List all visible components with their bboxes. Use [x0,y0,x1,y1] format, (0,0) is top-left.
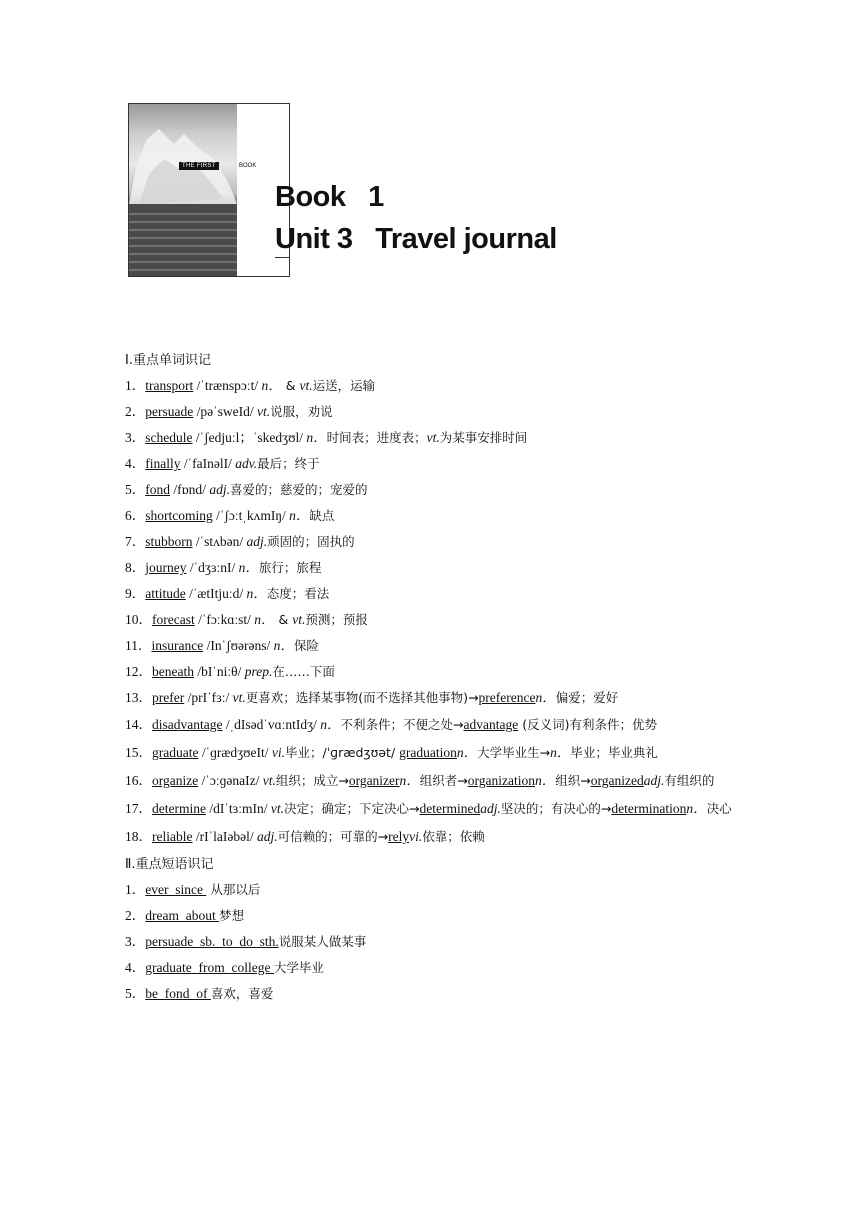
entry-word: prefer [152,690,185,705]
word-entry [125,373,737,399]
word-entry [125,685,737,711]
entry-meaning: 不利条件；不便之处→ [340,717,464,732]
section-heading-phrases: Ⅱ.重点短语识记 [125,857,214,872]
entry-meaning: 顽固的；固执的 [267,534,355,549]
entry-pos: n． [306,430,327,445]
entry-pos: n． [535,690,556,705]
entry-number: 1． [125,882,146,897]
phrase-meaning: 说服某人做某事 [278,934,367,949]
word-entry [125,581,737,607]
entry-pos: adj. [480,801,501,816]
entry-meaning: 为某事安排时间 [439,430,528,445]
phrase-entry [125,929,737,955]
entry-number: 6． [125,508,146,523]
entry-meaning: 可信赖的；可靠的→ [277,829,389,844]
entry-number: 4． [125,456,146,471]
entry-phonetic: /ˈɔːɡənaIz/ [198,773,263,788]
entry-number: 3． [125,934,146,949]
entry-phonetic: /ˈdʒɜːnI/ [186,560,239,575]
phrase-text: dream about [145,908,220,923]
phrase-meaning: 大学毕业 [273,960,324,975]
entry-phonetic: /ˈætItjuːd/ [185,586,247,601]
entry-derived-word: determination [611,801,687,816]
entry-meaning: 缺点 [309,508,335,523]
entry-phonetic: /ˈstʌbən/ [192,534,247,549]
entry-pos: n． [456,745,478,760]
entry-meaning: 大学毕业生→ [477,745,551,760]
entry-pos: n． [254,612,275,627]
entry-meaning: 保险 [293,638,319,653]
entry-meaning: 旅行；旅程 [258,560,322,575]
entry-phonetic: /ˌdIsədˈvɑːntIdʒ/ [222,717,321,732]
entry-meaning: 喜爱的；慈爱的；宠爱的 [229,482,368,497]
entry-number: 14． [125,717,152,732]
entry-pos: vt. [299,378,313,393]
entry-pos: adj. [256,829,278,844]
entry-pos: vt. [256,404,271,419]
entry-number: 16． [125,773,152,788]
phrase-text: be fond of [145,986,211,1001]
word-entry [125,659,737,685]
entry-number: 12． [125,664,152,679]
entry-word: forecast [152,612,195,627]
entry-number: 9． [125,586,146,601]
entry-pos: vt. [426,430,440,445]
entry-number: 2． [125,908,146,923]
phrase-list [125,877,737,1007]
entry-meaning: 组织者→ [419,773,468,788]
entry-pos: n． [320,717,341,732]
entry-word: schedule [145,430,193,445]
word-entry [125,529,737,555]
entry-word: transport [145,378,194,393]
entry-meaning: 有组织的 [664,773,715,788]
entry-pos: n． [399,773,420,788]
word-entry [125,767,737,795]
entry-pos: vt. [270,801,285,816]
entry-number: 13． [125,690,152,705]
entry-word: reliable [152,829,193,844]
entry-meaning: 组织→ [555,773,591,788]
entry-meaning: (反义词)有利条件；优势 [518,717,657,732]
entry-pos: adj. [209,482,230,497]
entry-phonetic: /prIˈfɜː/ [184,690,233,705]
entry-word: disadvantage [152,717,223,732]
phrase-text: ever since [145,882,207,897]
entry-pos: adj. [246,534,268,549]
phrase-meaning: 梦想 [219,908,245,923]
entry-number: 1． [125,378,146,393]
entry-pos: n． [550,745,571,760]
word-entry [125,477,737,503]
entry-number: 3． [125,430,146,445]
phrase-meaning: 喜欢，喜爱 [210,986,274,1001]
entry-meaning: 态度；看法 [266,586,330,601]
cover-tag-dark: THE FIRST [179,162,219,170]
main-content [125,349,737,1007]
entry-number: 11． [125,638,152,653]
entry-word: persuade [145,404,194,419]
entry-phonetic: /ˈɡrædʒʊeIt/ [198,745,272,760]
entry-meaning: 预测；预报 [305,612,368,627]
entry-word: organize [152,773,199,788]
word-entry [125,503,737,529]
word-entry [125,739,737,767]
entry-number: 2． [125,404,146,419]
word-entry [125,425,737,451]
entry-phonetic: /ˈʃedjuːl；ˈskedʒʊl/ [192,430,307,445]
entry-meaning: 决心 [706,801,732,816]
word-list [125,373,737,851]
entry-meaning: & [281,378,300,393]
entry-pos: n． [273,638,294,653]
entry-number: 8． [125,560,146,575]
entry-pos: n． [261,378,282,393]
entry-pos: n． [238,560,259,575]
entry-word: shortcoming [145,508,213,523]
unit-title: Unit 3 Travel journal [275,223,557,255]
entry-word: insurance [151,638,204,653]
entry-phonetic: /Inˈʃʊərəns/ [203,638,274,653]
entry-pos: vt. [292,612,306,627]
entry-derived-word: determined [419,801,481,816]
entry-pos: n． [686,801,707,816]
entry-derived-word: organized [590,773,644,788]
word-entry [125,823,737,851]
entry-word: attitude [145,586,186,601]
entry-phonetic: /fɒnd/ [170,482,210,497]
entry-phonetic: /ˈfɔːkɑːst/ [194,612,255,627]
entry-number: 5． [125,986,146,1001]
entry-pos: vi. [409,829,423,844]
entry-meaning: 更喜欢；选择某事物(而不选择其他事物)→ [245,690,479,705]
entry-word: graduate [152,745,199,760]
entry-derived-word: preference [478,690,536,705]
word-entry [125,555,737,581]
entry-derived-word: rely [388,829,410,844]
entry-pos: adv. [235,456,258,471]
entry-number: 10． [125,612,152,627]
section-heading-words: Ⅰ.重点单词识记 [125,353,211,368]
entry-meaning: 运送，运输 [312,378,376,393]
entry-pos: n． [289,508,310,523]
entry-meaning: 决定；确定；下定决心→ [284,801,420,816]
entry-pos: vi. [271,745,285,760]
entry-phonetic: /ˈtrænspɔːt/ [193,378,262,393]
phrase-entry [125,903,737,929]
entry-phonetic: /pəˈsweId/ [193,404,257,419]
entry-phonetic: /ˈfaInəlI/ [180,456,236,471]
entry-word: journey [145,560,187,575]
entry-number: 5． [125,482,146,497]
entry-pos: adj. [643,773,665,788]
entry-phonetic: /rIˈlaIəbəl/ [192,829,257,844]
entry-word: stubborn [145,534,193,549]
iceberg-picture [129,104,237,276]
word-entry [125,451,737,477]
entry-pos: n． [246,586,267,601]
entry-meaning: 说服，劝说 [270,404,333,419]
phrase-entry [125,981,737,1007]
book-cover-image [128,103,290,277]
entry-phonetic: /dIˈtɜːmIn/ [205,801,271,816]
word-entry [125,633,737,659]
word-entry [125,399,737,425]
phrase-text: graduate from college [145,960,274,975]
entry-derived-word: advantage [463,717,519,732]
entry-meaning: 在……下面 [272,664,335,679]
entry-meaning: 依靠；依赖 [422,829,485,844]
cover-tag-light: BOOK [239,163,257,169]
word-entry [125,795,737,823]
entry-phonetic: /ˈʃɔːtˌkʌmIŋ/ [212,508,290,523]
phrase-entry [125,955,737,981]
title-divider [275,257,290,258]
entry-number: 17． [125,801,152,816]
entry-meaning: 毕业；/ˈɡrædʒʊət/ [285,745,400,760]
entry-pos: prep. [244,664,273,679]
entry-word: determine [152,801,206,816]
word-entry [125,711,737,739]
entry-derived-word: organizer [348,773,400,788]
entry-meaning: 最后；终于 [257,456,320,471]
book-title: Book 1 [275,181,384,213]
entry-pos: n． [535,773,556,788]
entry-word: finally [145,456,181,471]
phrase-meaning: 从那以后 [206,882,261,897]
entry-number: 7． [125,534,146,549]
entry-meaning: 偏爱；爱好 [555,690,619,705]
entry-number: 4． [125,960,146,975]
word-entry [125,607,737,633]
entry-meaning: 坚决的；有决心的→ [500,801,612,816]
entry-meaning: 时间表；进度表； [326,430,427,445]
phrase-entry [125,877,737,903]
phrase-text: persuade sb. to do sth. [145,934,279,949]
entry-meaning: & [274,612,293,627]
entry-word: fond [145,482,170,497]
entry-number: 15． [125,745,152,760]
entry-pos: vt. [262,773,276,788]
entry-pos: vt. [232,690,246,705]
entry-derived-word: graduation [399,745,457,760]
entry-word: beneath [152,664,194,679]
entry-meaning: 毕业；毕业典礼 [570,745,658,760]
entry-meaning: 组织；成立→ [275,773,349,788]
entry-derived-word: organization [467,773,536,788]
entry-number: 18． [125,829,152,844]
entry-phonetic: /bIˈniːθ/ [193,664,245,679]
